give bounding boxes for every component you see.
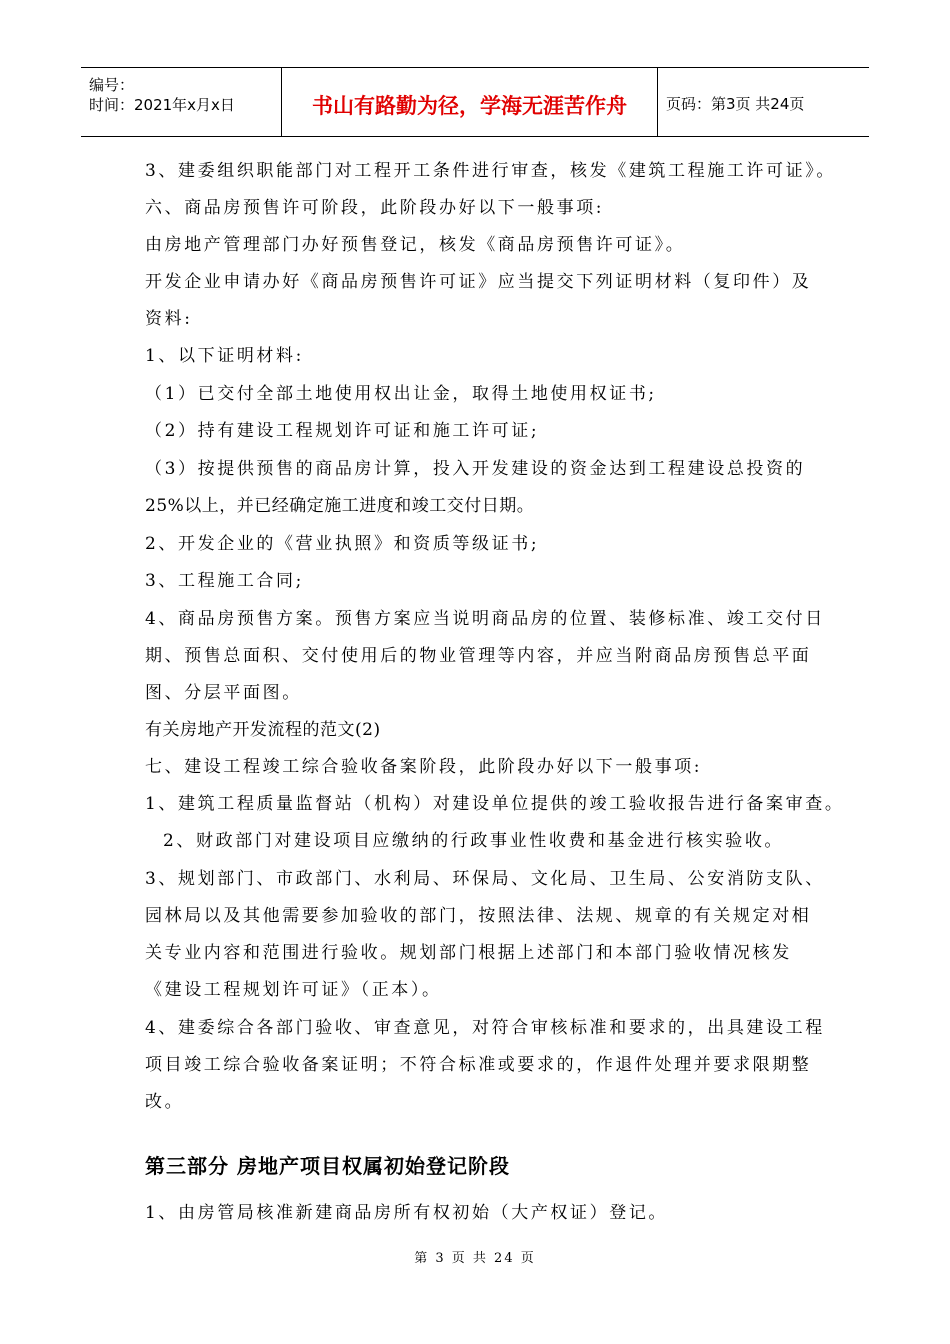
paragraph-line: （2）持有建设工程规划许可证和施工许可证; [145,421,540,441]
motto: 书山有路勤为径，学海无涯苦作舟 [312,94,627,118]
time-label: 时间：2021年x月x日 [89,96,235,114]
page-header [81,67,869,137]
paragraph-line: 2、财政部门对建设项目应缴纳的行政事业性收费和基金进行核实验收。 [163,831,785,851]
paragraph-line: 25%以上，并已经确定施工进度和竣工交付日期。 [145,496,535,516]
paragraph-line: 1、建筑工程质量监督站（机构）对建设单位提供的竣工验收报告进行备案审查。 [145,794,845,814]
paragraph-line: （1）已交付全部土地使用权出让金，取得土地使用权证书; [145,384,657,404]
paragraph-line: 七、建设工程竣工综合验收备案阶段，此阶段办好以下一般事项: [145,757,703,777]
paragraph-line: 六、商品房预售许可阶段，此阶段办好以下一般事项: [145,198,605,218]
paragraph-line: 2、开发企业的《营业执照》和资质等级证书; [145,534,540,554]
paragraph-line: 1、由房管局核准新建商品房所有权初始（大产权证）登记。 [145,1203,669,1223]
paragraph-line: 4、建委综合各部门验收、审查意见，对符合审核标准和要求的，出具建设工程 [145,1018,825,1038]
paragraph-line: 4、商品房预售方案。预售方案应当说明商品房的位置、装修标准、竣工交付日 [145,609,825,629]
page-footer: 第 3 页 共 24 页 [414,1251,536,1266]
paragraph-line: 园林局以及其他需要参加验收的部门，按照法律、法规、规章的有关规定对相 [145,906,812,926]
page-info: 页码：第3页 共24页 [666,95,805,113]
paragraph-line: 期、预售总面积、交付使用后的物业管理等内容，并应当附商品房预售总平面 [145,646,812,666]
header-page-cell [658,68,869,136]
header-meta-cell [81,68,282,136]
paragraph-line: 《建设工程规划许可证》（正本）。 [145,980,442,1000]
paragraph-line: 开发企业申请办好《商品房预售许可证》应当提交下列证明材料（复印件）及 [145,272,812,292]
paragraph-line: 3、建委组织职能部门对工程开工条件进行审查，核发《建筑工程施工许可证》。 [145,161,836,181]
paragraph-line: 1、以下证明材料: [145,346,304,366]
paragraph-line: 图、分层平面图。 [145,683,302,703]
paragraph-line: 改。 [145,1092,185,1112]
paragraph-line: 资料: [145,309,193,329]
paragraph-line: 3、规划部门、市政部门、水利局、环保局、文化局、卫生局、公安消防支队、 [145,869,825,889]
section-heading: 第三部分 房地产项目权属初始登记阶段 [145,1154,510,1178]
header-motto-cell [282,68,658,136]
paragraph-line: 由房地产管理部门办好预售登记，核发《商品房预售许可证》。 [145,235,686,255]
paragraph-line: 有关房地产开发流程的范文(2) [145,720,381,740]
paragraph-line: 关专业内容和范围进行验收。规划部门根据上述部门和本部门验收情况核发 [145,943,792,963]
paragraph-line: 3、工程施工合同; [145,571,304,591]
paragraph-line: 项目竣工综合验收备案证明；不符合标准或要求的，作退件处理并要求限期整 [145,1055,812,1075]
code-label: 编号： [89,76,135,94]
paragraph-line: （3）按提供预售的商品房计算，投入开发建设的资金达到工程建设总投资的 [145,459,806,479]
